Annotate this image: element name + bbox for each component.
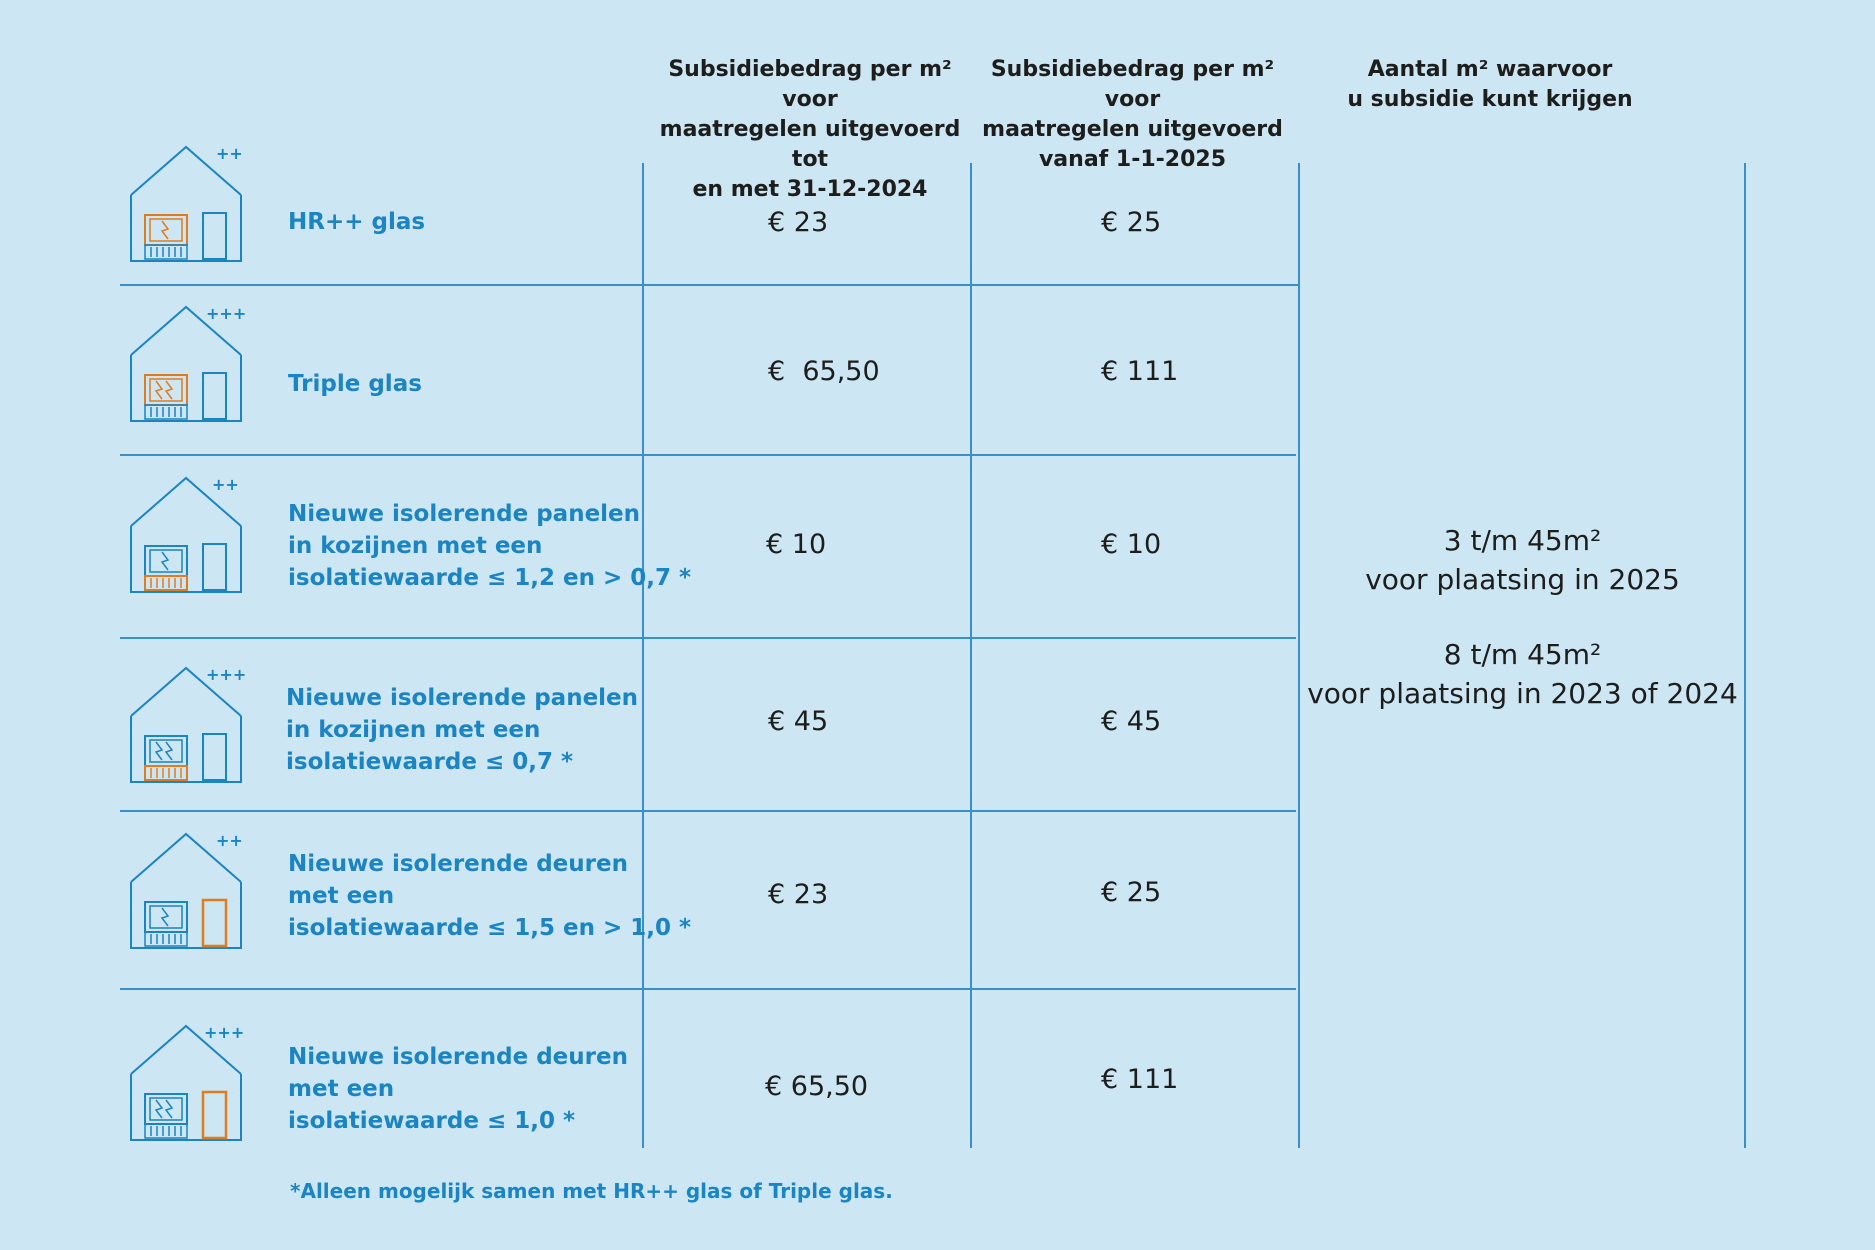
- price-2025: € 111: [1101, 1064, 1179, 1095]
- header-price-2024: [650, 55, 970, 205]
- header-area: [1320, 55, 1660, 115]
- price-2024: € 23: [768, 879, 829, 910]
- price-2025: € 25: [1101, 877, 1162, 908]
- header-line: maatregelen uitgevoerd: [982, 117, 1283, 142]
- header-line: Subsidiebedrag per m² voor: [990, 57, 1275, 112]
- door-house-icon: [128, 1022, 248, 1148]
- area-period-2023-2024: voor plaatsing in 2023 of 2024: [1307, 677, 1738, 710]
- row-label: [288, 368, 422, 400]
- header-price-2025: [975, 55, 1290, 175]
- label-line: in kozijnen met een: [288, 533, 543, 559]
- price-2025: € 45: [1101, 706, 1162, 737]
- header-line: maatregelen uitgevoerd tot: [659, 117, 961, 172]
- plus-rating: +++: [204, 1023, 245, 1042]
- label-line: Nieuwe isolerende panelen: [286, 685, 639, 711]
- label-line: Nieuwe isolerende deuren: [288, 851, 628, 877]
- price-2024: € 10: [766, 529, 827, 560]
- row-label: [288, 848, 691, 944]
- price-2024: € 65,50: [768, 356, 880, 387]
- column-divider: [642, 163, 644, 1148]
- header-line: vanaf 1-1-2025: [1038, 147, 1227, 172]
- panel-house-icon: [128, 474, 248, 600]
- label-line: HR++ glas: [288, 209, 426, 235]
- footnote: *Alleen mogelijk samen met HR++ glas of Triple glas.: [290, 1179, 893, 1203]
- price-2024: € 23: [768, 207, 829, 238]
- price-2024: € 45: [768, 706, 829, 737]
- label-line: Nieuwe isolerende deuren: [288, 1044, 628, 1070]
- price-2025: € 10: [1101, 529, 1162, 560]
- door-house-icon: [128, 830, 248, 956]
- area-range-2023-2024: 8 t/m 45m²: [1443, 638, 1602, 671]
- plus-rating: +++: [206, 304, 247, 323]
- triple-glass-house-icon: [128, 303, 248, 429]
- row-label: [288, 498, 691, 594]
- area-period-2025: voor plaatsing in 2025: [1365, 563, 1680, 596]
- price-2025: € 111: [1101, 356, 1179, 387]
- plus-rating: ++: [216, 831, 243, 850]
- label-line: Triple glas: [288, 371, 422, 397]
- header-line: Subsidiebedrag per m² voor: [668, 57, 952, 112]
- hr-glass-house-icon: [128, 143, 248, 269]
- area-range-cell: [1300, 521, 1745, 713]
- row-divider: [120, 454, 1296, 456]
- row-divider: [120, 810, 1296, 812]
- label-line: in kozijnen met een: [286, 717, 541, 743]
- row-label: [286, 682, 638, 778]
- label-line: Nieuwe isolerende panelen: [288, 501, 641, 527]
- header-line: Aantal m² waarvoor: [1367, 57, 1613, 82]
- header-line: u subsidie kunt krijgen: [1347, 87, 1633, 112]
- label-line: isolatiewaarde ≤ 1,0 *: [288, 1108, 576, 1134]
- label-line: isolatiewaarde ≤ 1,5 en > 1,0 *: [288, 915, 692, 941]
- row-divider: [120, 284, 1298, 286]
- plus-rating: ++: [216, 144, 243, 163]
- row-label: [288, 1041, 628, 1137]
- column-divider: [970, 163, 972, 1148]
- area-range-2025: 3 t/m 45m²: [1443, 524, 1602, 557]
- price-2024: € 65,50: [765, 1071, 869, 1102]
- panel-house-icon: [128, 664, 248, 790]
- label-line: met een: [288, 883, 395, 909]
- label-line: isolatiewaarde ≤ 1,2 en > 0,7 *: [288, 565, 692, 591]
- header-line: en met 31-12-2024: [692, 177, 928, 202]
- row-divider: [120, 988, 1296, 990]
- row-label: [288, 206, 425, 238]
- row-divider: [120, 637, 1296, 639]
- plus-rating: ++: [212, 475, 239, 494]
- plus-rating: +++: [206, 665, 247, 684]
- price-2025: € 25: [1101, 207, 1162, 238]
- label-line: isolatiewaarde ≤ 0,7 *: [286, 749, 574, 775]
- label-line: met een: [288, 1076, 395, 1102]
